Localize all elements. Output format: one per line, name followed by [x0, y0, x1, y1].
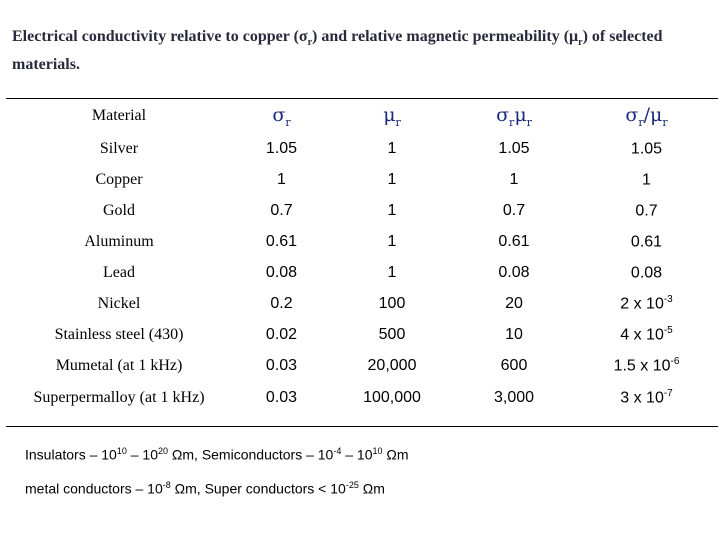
mu-symbol: μ	[569, 28, 579, 45]
sigma-value: 0.61	[265, 232, 298, 250]
mu-value: 1	[387, 201, 397, 219]
ratio-value: 2 x $10^{-3}$	[620, 293, 673, 313]
table-header-row	[6, 99, 718, 133]
material-name: Copper	[95, 170, 143, 188]
material-name: Stainless steel (430)	[54, 325, 184, 343]
table-row	[6, 226, 718, 257]
header-sigma-mu-ratio: $\sigma_r/\mu_r$	[625, 103, 668, 129]
table-row	[6, 195, 718, 226]
table-row	[6, 133, 718, 164]
ratio-value: 1.05	[630, 140, 663, 158]
ratio-value: 0.61	[630, 233, 663, 251]
sigma-value: 0.03	[265, 356, 298, 374]
sigma-value: 0.08	[265, 263, 298, 281]
material-name: Nickel	[97, 294, 141, 312]
sigma-value: 0.03	[265, 389, 298, 406]
ratio-value: 3 x $10^{-7}$	[620, 388, 673, 407]
materials-table	[6, 98, 718, 427]
table-row	[6, 381, 718, 415]
product-value: 600	[500, 356, 528, 374]
sigma-value: 1	[277, 170, 286, 188]
product-value: 0.61	[498, 232, 530, 250]
sigma-value: 0.7	[270, 201, 293, 219]
header-sigma-r: $\sigma_r$	[272, 103, 291, 129]
material-name: Superpermalloy (at 1 kHz)	[33, 389, 205, 406]
page-title: Electrical conductivity relative to copper $(\sigma_r)$ and relative magnetic permeability $(\mu_r)$ of selected materials.	[12, 28, 663, 74]
product-value: 1	[509, 170, 519, 188]
table-row	[6, 319, 718, 350]
product-value: 20	[505, 294, 523, 312]
ratio-value: 4 x $10^{-5}$	[620, 324, 673, 344]
product-value: 3,000	[493, 389, 535, 406]
ratio-value: 0.08	[630, 264, 663, 282]
product-value: 0.08	[498, 263, 530, 281]
mu-value: 100	[378, 294, 406, 312]
footnote-resistivity-ranges: Insulators – $10^{10} - 10^{20}$ Ωm, Semiconductors – $10^{-4} - 10^{10}$ Ωm	[25, 446, 409, 463]
sigma-value: 0.02	[265, 325, 298, 343]
sigma-symbol: σ	[298, 28, 308, 45]
table-row	[6, 350, 718, 381]
sigma-value: 0.2	[270, 294, 293, 312]
header-material: Material	[91, 107, 147, 124]
material-name: Gold	[103, 201, 135, 219]
mu-value: 20,000	[367, 356, 417, 374]
mu-value: 1	[387, 232, 397, 250]
table-row	[6, 257, 718, 288]
ratio-value: 1.5 x $10^{-6}$	[613, 355, 680, 375]
header-mu-r: $\mu_r$	[383, 103, 401, 129]
product-value: 10	[505, 325, 523, 343]
material-name: Aluminum	[84, 232, 154, 250]
material-name: Mumetal (at 1 kHz)	[55, 356, 183, 374]
ratio-value: 1	[642, 171, 651, 189]
mu-value: 1	[387, 170, 397, 188]
product-value: 0.7	[502, 201, 526, 219]
mu-value: 500	[378, 325, 406, 343]
sigma-value: 1.05	[265, 139, 298, 157]
mu-value: 100,000	[363, 389, 421, 406]
table-row	[6, 288, 718, 319]
mu-value: 1	[387, 263, 397, 281]
ratio-value: 0.7	[635, 202, 658, 220]
header-sigma-mu-product: $\sigma_r\mu_r$	[496, 103, 532, 129]
product-value: 1.05	[498, 139, 530, 157]
footnote-conductor-resistivity: metal conductors – $10^{-8}$ Ωm, Super conductors < $10^{-25}$ Ωm	[25, 480, 385, 497]
material-name: Silver	[99, 139, 139, 157]
table-row	[6, 164, 718, 195]
mu-value: 1	[387, 139, 397, 157]
material-name: Lead	[103, 263, 135, 281]
